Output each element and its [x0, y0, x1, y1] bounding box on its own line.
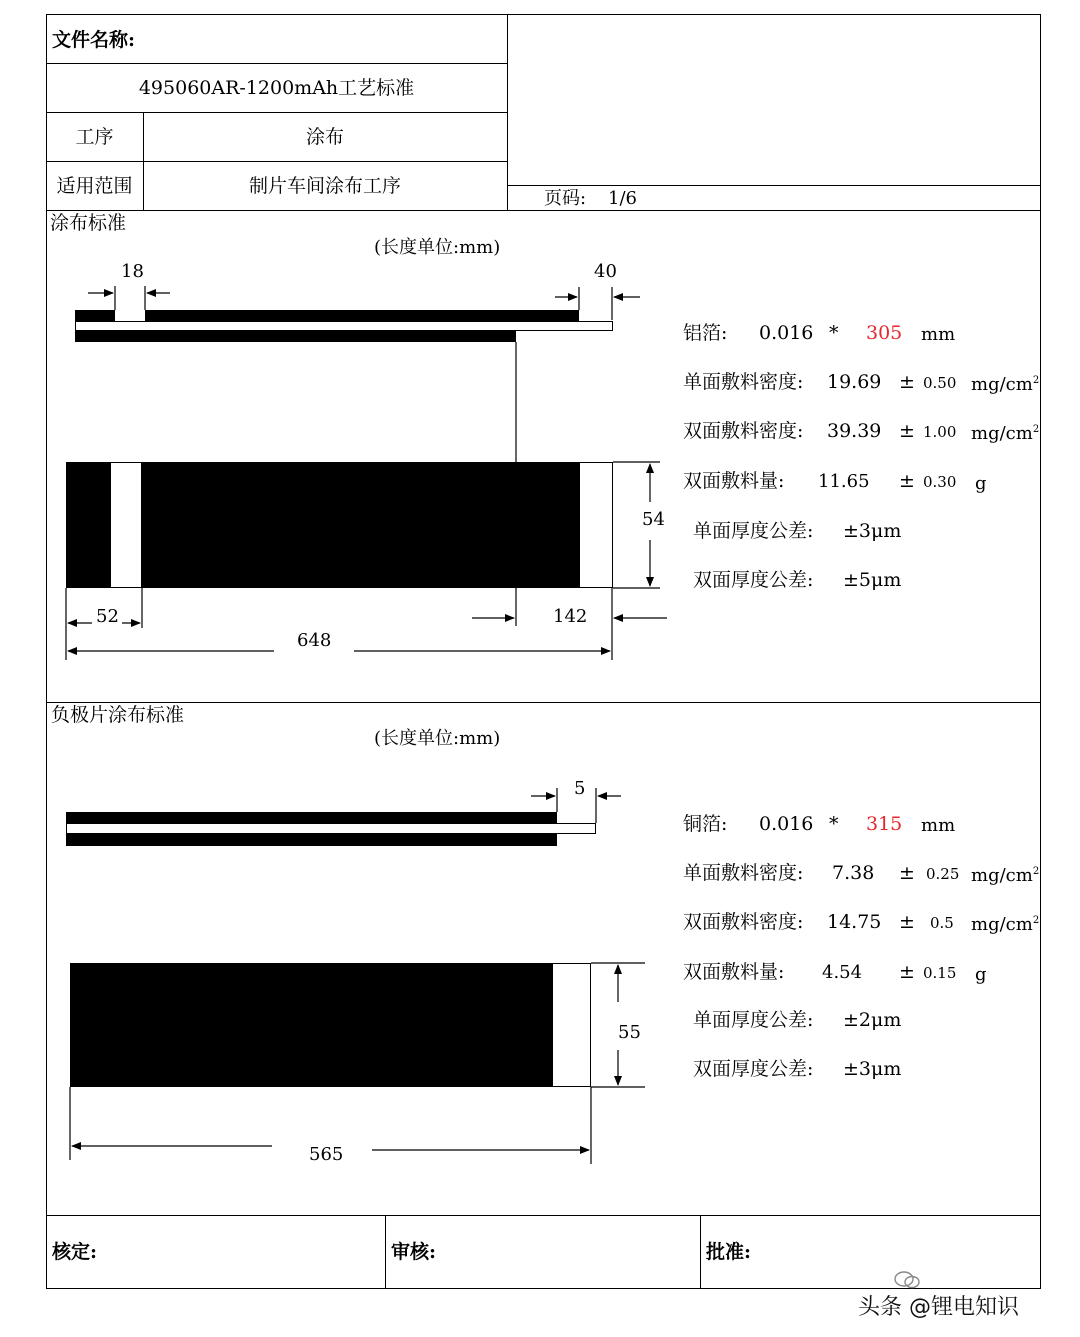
scope-value: 制片车间涂布工序: [248, 175, 401, 197]
negative-dim-total: 565: [309, 1144, 344, 1165]
negative-section-title: 负极片涂布标准: [51, 704, 185, 726]
neg-single-thick-value: ±2μm: [843, 1009, 902, 1031]
neg-double-density-label: 双面敷料密度:: [683, 911, 804, 933]
pos-double-amount-unit: g: [975, 473, 987, 494]
neg-double-density-unit-sup: 2: [1032, 915, 1040, 926]
pos-single-density-label: 单面敷料密度:: [683, 371, 804, 393]
pos-double-thick-value: ±5μm: [843, 569, 902, 591]
pos-double-density-unit-text: mg/cm: [971, 423, 1033, 444]
pos-single-density-unit: [971, 376, 1039, 394]
wechat-logo-icon: [893, 1270, 921, 1290]
neg-double-amount-pm: ±: [899, 961, 915, 983]
file-name-label: 文件名称:: [52, 29, 136, 51]
pos-double-amount-pm: ±: [899, 470, 915, 492]
neg-single-density-tol: 0.25: [926, 865, 960, 883]
neg-foil-label: 铜箔:: [683, 813, 728, 835]
neg-double-thick-value: ±3μm: [843, 1058, 902, 1080]
pos-double-density-value: 39.39: [827, 420, 882, 442]
pos-single-density-pm: ±: [899, 371, 915, 393]
neg-single-density-unit-sup: 2: [1032, 866, 1040, 877]
neg-foil-thickness: 0.016: [759, 813, 814, 835]
positive-dim-total: 648: [297, 630, 332, 651]
pos-single-thick-value: ±3μm: [843, 520, 902, 542]
negative-unit-note: (长度单位:mm): [374, 728, 501, 749]
neg-double-density-unit-text: mg/cm: [971, 914, 1033, 935]
process-label: 工序: [75, 126, 114, 148]
doc-title: 495060AR-1200mAh工艺标准: [138, 77, 415, 99]
neg-double-amount-unit: g: [975, 964, 987, 985]
pos-single-density-unit-text: mg/cm: [971, 374, 1033, 395]
pos-double-thick-label: 双面厚度公差:: [693, 569, 814, 591]
neg-double-density-unit: [971, 916, 1039, 934]
positive-dim-gap-left: 52: [96, 606, 119, 627]
neg-double-density-tol: 0.5: [930, 914, 954, 932]
pos-double-density-label: 双面敷料密度:: [683, 420, 804, 442]
positive-dim-gap-top: 18: [121, 261, 144, 282]
page-value: 1/6: [608, 188, 637, 209]
neg-single-density-unit: [971, 867, 1039, 885]
neg-single-density-pm: ±: [899, 862, 915, 884]
pos-single-density-unit-sup: 2: [1032, 375, 1040, 386]
neg-double-density-value: 14.75: [827, 911, 882, 933]
approve-label: 批准:: [706, 1241, 752, 1263]
positive-dim-edge-top: 40: [594, 261, 617, 282]
neg-foil-unit: mm: [921, 815, 956, 836]
neg-single-density-label: 单面敷料密度:: [683, 862, 804, 884]
pos-double-amount-value: 11.65: [818, 471, 870, 492]
pos-foil-unit: mm: [921, 324, 956, 345]
neg-double-density-pm: ±: [899, 911, 915, 933]
neg-foil-times: *: [829, 813, 839, 835]
watermark-text: 头条 @锂电知识: [858, 1295, 1019, 1320]
page-label: 页码:: [544, 188, 587, 209]
pos-double-density-pm: ±: [899, 420, 915, 442]
positive-section-title: 涂布标准: [50, 212, 127, 234]
pos-single-density-tol: 0.50: [923, 374, 957, 392]
scope-label: 适用范围: [56, 175, 133, 197]
pos-double-amount-tol: 0.30: [923, 473, 957, 491]
pos-double-density-unit: [971, 425, 1039, 443]
pos-single-thick-label: 单面厚度公差:: [693, 520, 814, 542]
pos-foil-thickness: 0.016: [759, 322, 814, 344]
negative-dim-height: 55: [618, 1022, 641, 1043]
pos-foil-times: *: [829, 322, 839, 344]
negative-dim-edge-top: 5: [574, 778, 586, 799]
pos-double-amount-label: 双面敷料量:: [683, 470, 785, 492]
neg-double-amount-tol: 0.15: [923, 964, 957, 982]
pos-double-density-tol: 1.00: [923, 423, 957, 441]
pos-double-density-unit-sup: 2: [1032, 424, 1040, 435]
neg-single-density-value: 7.38: [832, 862, 875, 884]
pos-foil-width: 305: [866, 322, 903, 344]
positive-unit-note: (长度单位:mm): [374, 237, 501, 258]
review-label: 审核:: [391, 1241, 437, 1263]
pos-foil-label: 铝箔:: [683, 322, 728, 344]
neg-single-thick-label: 单面厚度公差:: [693, 1009, 814, 1031]
neg-double-amount-value: 4.54: [822, 962, 863, 983]
positive-dim-height: 54: [642, 509, 665, 530]
neg-double-thick-label: 双面厚度公差:: [693, 1058, 814, 1080]
pos-single-density-value: 19.69: [827, 371, 882, 393]
neg-foil-width: 315: [866, 813, 903, 835]
process-value: 涂布: [305, 126, 344, 148]
check-label: 核定:: [52, 1241, 98, 1263]
neg-single-density-unit-text: mg/cm: [971, 865, 1033, 886]
positive-dim-tail: 142: [553, 606, 588, 627]
neg-double-amount-label: 双面敷料量:: [683, 961, 785, 983]
